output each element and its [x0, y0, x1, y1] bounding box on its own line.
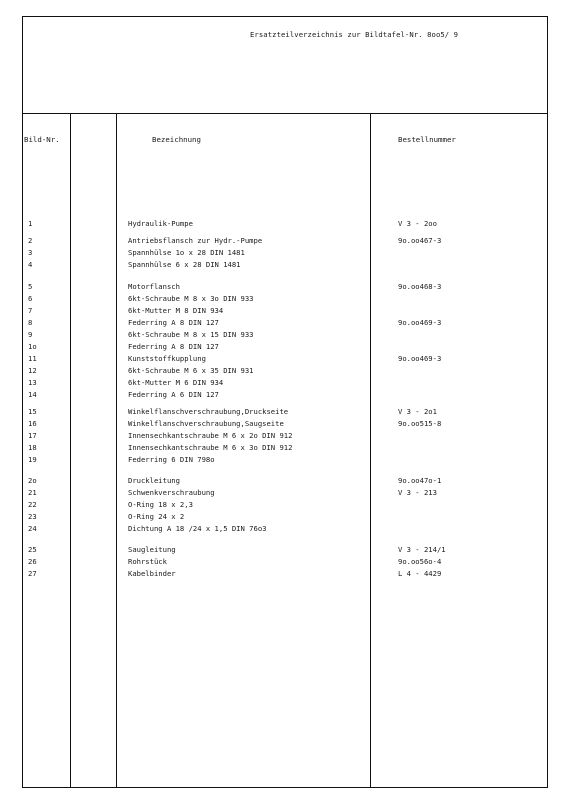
table-row — [0, 306, 568, 316]
part-number: 19 — [28, 455, 37, 464]
order-number: 9o.oo469-3 — [398, 318, 442, 327]
part-description: Kabelbinder — [128, 569, 176, 578]
table-row — [0, 476, 568, 486]
table-row — [0, 569, 568, 579]
part-description: 6kt-Schraube M 6 x 35 DIN 931 — [128, 366, 254, 375]
table-row — [0, 390, 568, 400]
table-row — [0, 431, 568, 441]
table-row — [0, 330, 568, 340]
part-description: 6kt-Schraube M 8 x 3o DIN 933 — [128, 294, 254, 303]
order-number: V 3 - 214/1 — [398, 545, 446, 554]
order-number: V 3 - 213 — [398, 488, 437, 497]
part-number: 16 — [28, 419, 37, 428]
part-number: 12 — [28, 366, 37, 375]
order-number: L 4 - 4429 — [398, 569, 442, 578]
part-description: Federring A 6 DIN 127 — [128, 390, 219, 399]
order-number: 9o.oo515-8 — [398, 419, 442, 428]
frame-right — [547, 16, 548, 788]
part-number: 5 — [28, 282, 33, 291]
table-row — [0, 236, 568, 246]
title-divider — [22, 113, 548, 114]
part-number: 27 — [28, 569, 37, 578]
table-row — [0, 545, 568, 555]
part-number: 2 — [28, 236, 33, 245]
part-description: Innensechkantschraube M 6 x 2o DIN 912 — [128, 431, 293, 440]
part-description: Antriebsflansch zur Hydr.-Pumpe — [128, 236, 263, 245]
table-row — [0, 248, 568, 258]
part-description: Motorflansch — [128, 282, 180, 291]
part-description: Spannhülse 6 x 28 DIN 1481 — [128, 260, 241, 269]
part-description: Dichtung A 18 /24 x 1,5 DIN 76o3 — [128, 524, 267, 533]
table-row — [0, 419, 568, 429]
column-header-bestellnummer: Bestellnummer — [398, 135, 456, 144]
order-number: 9o.oo47o-1 — [398, 476, 442, 485]
part-description: Schwenkverschraubung — [128, 488, 215, 497]
column-header-bild-nr: Bild-Nr. — [24, 135, 60, 144]
order-number: V 3 - 2o1 — [398, 407, 437, 416]
table-row — [0, 294, 568, 304]
part-number: 22 — [28, 500, 37, 509]
part-number: 14 — [28, 390, 37, 399]
part-number: 1o — [28, 342, 37, 351]
part-number: 8 — [28, 318, 33, 327]
table-row — [0, 318, 568, 328]
part-description: O-Ring 18 x 2,3 — [128, 500, 193, 509]
table-row — [0, 524, 568, 534]
frame-bottom — [22, 787, 548, 788]
part-number: 23 — [28, 512, 37, 521]
table-row — [0, 455, 568, 465]
part-number: 9 — [28, 330, 33, 339]
table-row — [0, 500, 568, 510]
order-number: V 3 - 2oo — [398, 219, 437, 228]
order-number: 9o.oo469-3 — [398, 354, 442, 363]
part-number: 15 — [28, 407, 37, 416]
part-description: Federring 6 DIN 798o — [128, 455, 215, 464]
part-number: 4 — [28, 260, 33, 269]
table-row — [0, 488, 568, 498]
order-number: 9o.oo468-3 — [398, 282, 442, 291]
table-row — [0, 354, 568, 364]
part-number: 6 — [28, 294, 33, 303]
part-description: Kunststoffkupplung — [128, 354, 206, 363]
part-number: 7 — [28, 306, 33, 315]
part-description: Rohrstück — [128, 557, 167, 566]
part-number: 2o — [28, 476, 37, 485]
part-description: Winkelflanschverschraubung,Druckseite — [128, 407, 289, 416]
part-number: 18 — [28, 443, 37, 452]
part-description: Winkelflanschverschraubung,Saugseite — [128, 419, 284, 428]
order-number: 9o.oo467-3 — [398, 236, 442, 245]
table-row — [0, 512, 568, 522]
table-row — [0, 407, 568, 417]
part-description: 6kt-Schraube M 8 x 15 DIN 933 — [128, 330, 254, 339]
part-number: 11 — [28, 354, 37, 363]
page-title: Ersatzteilverzeichnis zur Bildtafel-Nr. 8oo5/ 9 — [250, 30, 459, 39]
part-number: 26 — [28, 557, 37, 566]
table-row — [0, 282, 568, 292]
frame-top — [22, 16, 548, 17]
part-number: 17 — [28, 431, 37, 440]
part-number: 3 — [28, 248, 33, 257]
part-number: 25 — [28, 545, 37, 554]
part-description: Federring A 8 DIN 127 — [128, 318, 219, 327]
order-number: 9o.oo56o-4 — [398, 557, 442, 566]
part-description: Federring A 8 DIN 127 — [128, 342, 219, 351]
table-row — [0, 443, 568, 453]
part-description: Innensechkantschraube M 6 x 3o DIN 912 — [128, 443, 293, 452]
part-number: 13 — [28, 378, 37, 387]
table-row — [0, 342, 568, 352]
part-number: 24 — [28, 524, 37, 533]
table-row — [0, 260, 568, 270]
table-row — [0, 366, 568, 376]
table-row — [0, 219, 568, 229]
column-header-bezeichnung: Bezeichnung — [152, 135, 201, 144]
table-row — [0, 557, 568, 567]
table-row — [0, 378, 568, 388]
part-number: 1 — [28, 219, 33, 228]
part-description: Spannhülse 1o x 28 DIN 1481 — [128, 248, 245, 257]
part-description: 6kt-Mutter M 6 DIN 934 — [128, 378, 224, 387]
part-description: Hydraulik-Pumpe — [128, 219, 193, 228]
frame-left — [22, 16, 23, 788]
part-description: 6kt-Mutter M 8 DIN 934 — [128, 306, 224, 315]
part-number: 21 — [28, 488, 37, 497]
part-description: Druckleitung — [128, 476, 180, 485]
part-description: Saugleitung — [128, 545, 176, 554]
part-description: O-Ring 24 x 2 — [128, 512, 185, 521]
